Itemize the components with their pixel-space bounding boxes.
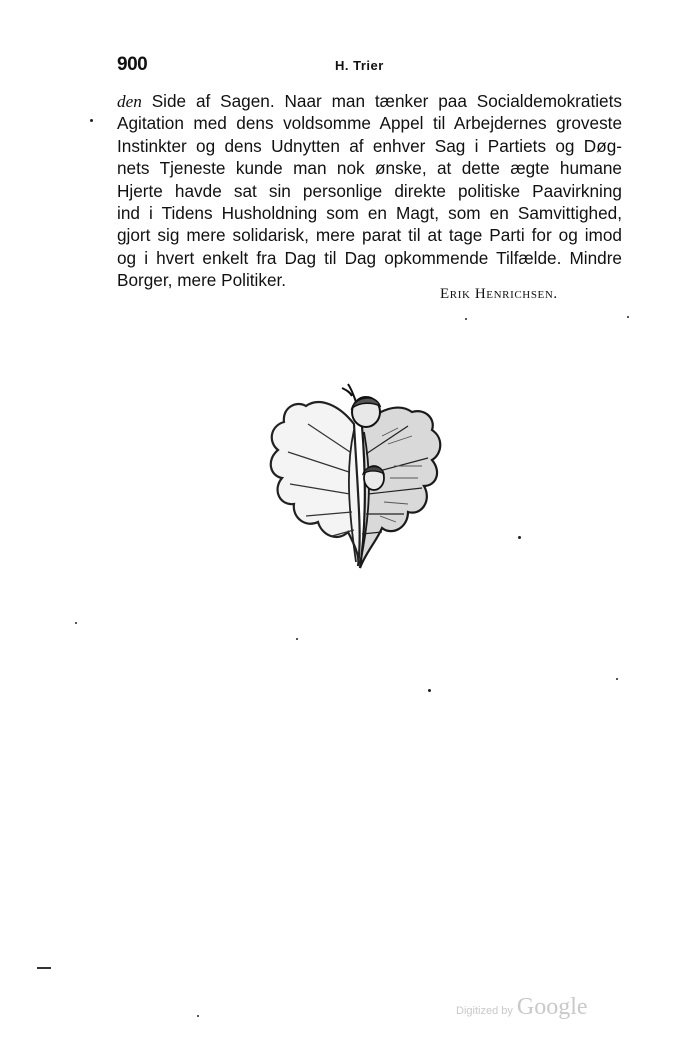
scan-speck xyxy=(296,638,298,640)
scan-speck xyxy=(90,119,93,122)
text-line: Borger, mere Politiker. xyxy=(117,270,287,291)
author-signature: Erik Henrichsen. xyxy=(440,286,558,302)
page-number: 900 xyxy=(117,54,148,75)
scan-speck xyxy=(627,316,629,318)
text-line: Instinkter og dens Udnytten af enhver Sag i Partiets og Døg- xyxy=(117,135,622,156)
scan-speck xyxy=(616,678,618,680)
text-line: Agitation med dens voldsomme Appel til Arbejdernes groveste xyxy=(117,113,622,134)
italic-lead-word: den xyxy=(117,92,142,111)
scan-speck xyxy=(75,622,77,624)
scan-speck xyxy=(518,536,521,539)
scan-speck xyxy=(428,689,431,692)
text-line: Hjerte havde sat sin personlige direkte politiske Paavirkning xyxy=(117,180,622,201)
google-logo: Google xyxy=(516,994,588,1020)
text-line: gjort sig mere solidarisk, mere parat til at tage Parti for og imod xyxy=(117,225,622,246)
scan-mark xyxy=(37,967,51,969)
text-line: ind i Tidens Husholdning som en Magt, som en Samvittighed, xyxy=(117,202,622,223)
page-header xyxy=(117,48,622,78)
text-line-content: Side af Sagen. Naar man tænker paa Socialdemokratiets xyxy=(141,91,622,111)
scan-speck xyxy=(465,318,467,320)
oak-leaf-ornament-icon xyxy=(262,366,444,576)
text-line: og i hvert enkelt fra Dag til Dag opkommende Tilfælde. Mindre xyxy=(117,247,622,268)
running-head: H. Trier xyxy=(335,58,384,73)
text-line: nets Tjeneste kunde man nok ønske, at dette ægte humane xyxy=(117,158,622,179)
watermark-prefix: Digitized by xyxy=(456,1005,513,1017)
digitized-watermark xyxy=(456,994,588,1021)
body-paragraph xyxy=(117,90,622,292)
text-line xyxy=(117,90,622,112)
scan-speck xyxy=(197,1015,199,1017)
